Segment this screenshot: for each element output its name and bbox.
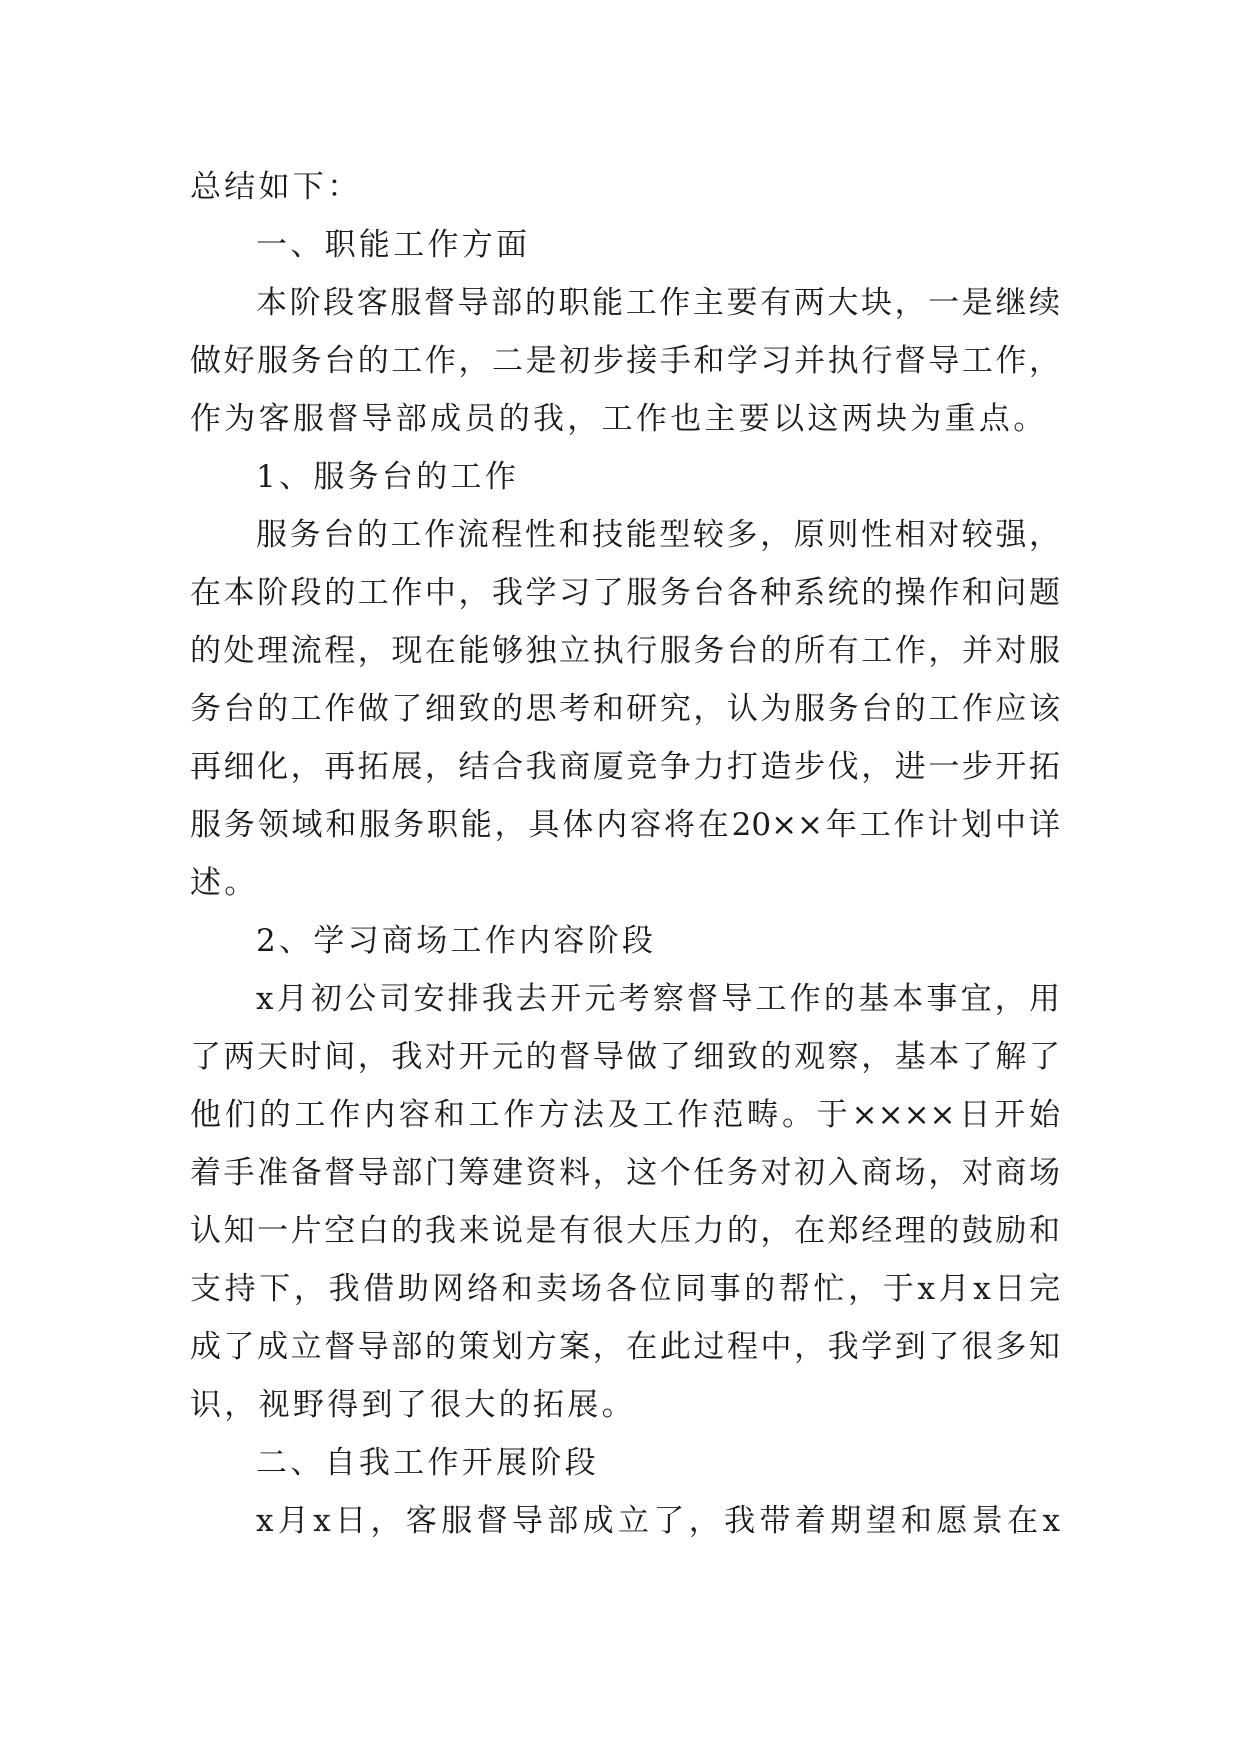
text-line: 1、服务台的工作	[256, 459, 520, 495]
text-line: 再细化，再拓展，结合我商厦竞争力打造步伐，进一步开拓	[190, 749, 1060, 785]
text-line: 务台的工作做了细致的思考和研究，认为服务台的工作应该	[190, 691, 1060, 727]
text-line: 成了成立督导部的策划方案，在此过程中，我学到了很多知	[190, 1329, 1060, 1365]
text-line: 2、学习商场工作内容阶段	[256, 923, 657, 959]
text-line: 识，视野得到了很大的拓展。	[190, 1387, 636, 1423]
text-line: 着手准备督导部门筹建资料，这个任务对初入商场，对商场	[190, 1155, 1060, 1191]
text-line: 述。	[190, 865, 259, 901]
text-line: 做好服务台的工作，二是初步接手和学习并执行督导工作，	[190, 343, 1060, 379]
text-line: 本阶段客服督导部的职能工作主要有两大块，一是继续	[256, 285, 1060, 321]
text-line: 服务领域和服务职能，具体内容将在20××年工作计划中详	[190, 807, 1060, 843]
text-line: x月x日，客服督导部成立了，我带着期望和愿景在x	[256, 1503, 1060, 1539]
text-line: 他们的工作内容和工作方法及工作范畴。于××××日开始	[190, 1097, 1060, 1133]
text-line: 二、自我工作开展阶段	[256, 1445, 599, 1481]
text-line: 作为客服督导部成员的我，工作也主要以这两块为重点。	[190, 401, 1048, 437]
text-line: 一、职能工作方面	[256, 227, 531, 263]
text-line: 了两天时间，我对开元的督导做了细致的观察，基本了解了	[190, 1039, 1060, 1075]
text-line: 服务台的工作流程性和技能型较多，原则性相对较强，	[256, 517, 1060, 553]
text-line: 认知一片空白的我来说是有很大压力的，在郑经理的鼓励和	[190, 1213, 1060, 1249]
text-line: 在本阶段的工作中，我学习了服务台各种系统的操作和问题	[190, 575, 1060, 611]
text-line: x月初公司安排我去开元考察督导工作的基本事宜，用	[256, 981, 1060, 1017]
text-line: 支持下，我借助网络和卖场各位同事的帮忙，于x月x日完	[190, 1271, 1060, 1307]
document-page	[190, 158, 1060, 1550]
text-line: 的处理流程，现在能够独立执行服务台的所有工作，并对服	[190, 633, 1060, 669]
text-line: 总结如下：	[190, 169, 362, 205]
